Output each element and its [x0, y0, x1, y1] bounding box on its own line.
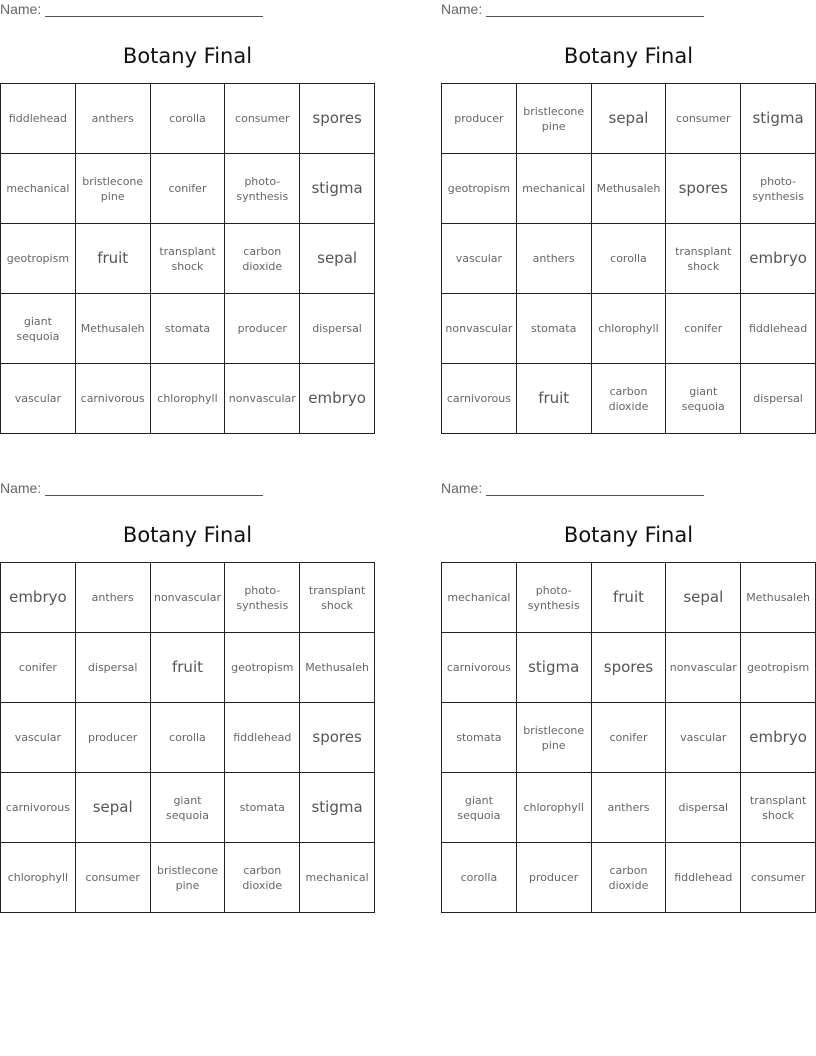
- bingo-cell: vascular: [1, 364, 76, 434]
- bingo-cell: mechanical: [517, 154, 592, 224]
- bingo-cell: giant sequoia: [1, 294, 76, 364]
- bingo-cell: stigma: [300, 773, 375, 843]
- bingo-cell: embryo: [741, 224, 816, 294]
- bingo-cell: Methusaleh: [76, 294, 151, 364]
- bingo-cell: nonvascular: [666, 633, 741, 703]
- name-blank-line[interactable]: [486, 481, 704, 496]
- bingo-cell: giant sequoia: [666, 364, 741, 434]
- bingo-cell: dispersal: [300, 294, 375, 364]
- bingo-cell: dispersal: [741, 364, 816, 434]
- bingo-cell: stigma: [517, 633, 592, 703]
- card-title: Botany Final: [563, 523, 694, 547]
- bingo-cell: producer: [76, 703, 151, 773]
- bingo-cell: bristlecone pine: [76, 154, 151, 224]
- name-blank-line[interactable]: [486, 2, 704, 17]
- bingo-cell: Methusaleh: [592, 154, 667, 224]
- bingo-cell: carbon dioxide: [592, 843, 667, 913]
- bingo-cell: chlorophyll: [592, 294, 667, 364]
- bingo-cell: fiddlehead: [225, 703, 300, 773]
- bingo-cell: photo- synthesis: [517, 563, 592, 633]
- bingo-cell: consumer: [76, 843, 151, 913]
- bingo-grid: [441, 562, 816, 913]
- bingo-cell: transplant shock: [666, 224, 741, 294]
- card-title: Botany Final: [122, 523, 253, 547]
- name-field[interactable]: [0, 1, 263, 17]
- bingo-cell: consumer: [741, 843, 816, 913]
- bingo-cell: chlorophyll: [1, 843, 76, 913]
- bingo-cell: stomata: [225, 773, 300, 843]
- bingo-cell: spores: [300, 703, 375, 773]
- bingo-grid: [0, 562, 375, 913]
- bingo-cell: mechanical: [300, 843, 375, 913]
- bingo-cell: transplant shock: [741, 773, 816, 843]
- bingo-cell: corolla: [151, 703, 226, 773]
- bingo-cell: sepal: [666, 563, 741, 633]
- bingo-cell: conifer: [1, 633, 76, 703]
- bingo-cell: embryo: [1, 563, 76, 633]
- bingo-cell: mechanical: [1, 154, 76, 224]
- bingo-cell: carbon dioxide: [225, 224, 300, 294]
- card-title: Botany Final: [122, 44, 253, 68]
- bingo-cell: stomata: [442, 703, 517, 773]
- bingo-cell: embryo: [300, 364, 375, 434]
- bingo-cell: vascular: [1, 703, 76, 773]
- bingo-cell: fiddlehead: [666, 843, 741, 913]
- bingo-cell: transplant shock: [151, 224, 226, 294]
- bingo-cell: spores: [592, 633, 667, 703]
- bingo-cell: fruit: [517, 364, 592, 434]
- bingo-cell: stomata: [517, 294, 592, 364]
- bingo-cell: anthers: [76, 563, 151, 633]
- bingo-cell: photo- synthesis: [741, 154, 816, 224]
- bingo-cell: carnivorous: [442, 633, 517, 703]
- card-title: Botany Final: [563, 44, 694, 68]
- bingo-cell: geotropism: [741, 633, 816, 703]
- bingo-cell: carbon dioxide: [225, 843, 300, 913]
- bingo-cell: spores: [300, 84, 375, 154]
- bingo-cell: conifer: [666, 294, 741, 364]
- bingo-cell: fiddlehead: [741, 294, 816, 364]
- bingo-cell: carnivorous: [442, 364, 517, 434]
- bingo-cell: embryo: [741, 703, 816, 773]
- bingo-cell: photo- synthesis: [225, 154, 300, 224]
- bingo-cell: geotropism: [225, 633, 300, 703]
- bingo-cell: corolla: [592, 224, 667, 294]
- bingo-cell: Methusaleh: [300, 633, 375, 703]
- name-label: Name:: [0, 480, 42, 496]
- name-field[interactable]: [0, 480, 263, 496]
- bingo-card-2: [441, 0, 816, 440]
- bingo-card-1: [0, 0, 375, 440]
- bingo-cell: stigma: [741, 84, 816, 154]
- bingo-cell: sepal: [300, 224, 375, 294]
- bingo-cell: bristlecone pine: [517, 84, 592, 154]
- bingo-cell: spores: [666, 154, 741, 224]
- bingo-cell: transplant shock: [300, 563, 375, 633]
- bingo-cell: vascular: [666, 703, 741, 773]
- bingo-cell: fruit: [592, 563, 667, 633]
- name-label: Name:: [0, 1, 42, 17]
- bingo-cell: bristlecone pine: [151, 843, 226, 913]
- bingo-cell: stigma: [300, 154, 375, 224]
- bingo-cell: chlorophyll: [517, 773, 592, 843]
- bingo-cell: conifer: [592, 703, 667, 773]
- bingo-cell: anthers: [76, 84, 151, 154]
- bingo-cell: producer: [442, 84, 517, 154]
- bingo-grid: [441, 83, 816, 434]
- bingo-cell: fruit: [76, 224, 151, 294]
- bingo-cell: nonvascular: [225, 364, 300, 434]
- bingo-cell: geotropism: [1, 224, 76, 294]
- bingo-cell: stomata: [151, 294, 226, 364]
- bingo-cell: carnivorous: [1, 773, 76, 843]
- bingo-cell: sepal: [76, 773, 151, 843]
- bingo-cell: photo- synthesis: [225, 563, 300, 633]
- bingo-cell: giant sequoia: [442, 773, 517, 843]
- bingo-cell: sepal: [592, 84, 667, 154]
- name-label: Name:: [441, 1, 483, 17]
- bingo-cell: chlorophyll: [151, 364, 226, 434]
- bingo-card-4: [441, 479, 816, 919]
- bingo-cell: vascular: [442, 224, 517, 294]
- bingo-cell: corolla: [442, 843, 517, 913]
- name-field[interactable]: [441, 1, 704, 17]
- bingo-cell: producer: [517, 843, 592, 913]
- bingo-cell: mechanical: [442, 563, 517, 633]
- bingo-cell: producer: [225, 294, 300, 364]
- name-blank-line[interactable]: [45, 481, 263, 496]
- bingo-cell: geotropism: [442, 154, 517, 224]
- bingo-cell: Methusaleh: [741, 563, 816, 633]
- bingo-cell: nonvascular: [442, 294, 517, 364]
- bingo-cell: carnivorous: [76, 364, 151, 434]
- bingo-cell: dispersal: [76, 633, 151, 703]
- bingo-cell: conifer: [151, 154, 226, 224]
- name-field[interactable]: [441, 480, 704, 496]
- bingo-cell: anthers: [517, 224, 592, 294]
- bingo-cell: giant sequoia: [151, 773, 226, 843]
- bingo-cell: bristlecone pine: [517, 703, 592, 773]
- bingo-cell: corolla: [151, 84, 226, 154]
- name-label: Name:: [441, 480, 483, 496]
- bingo-card-3: [0, 479, 375, 919]
- bingo-cell: dispersal: [666, 773, 741, 843]
- bingo-cell: anthers: [592, 773, 667, 843]
- bingo-cell: consumer: [225, 84, 300, 154]
- bingo-cell: fruit: [151, 633, 226, 703]
- bingo-cell: fiddlehead: [1, 84, 76, 154]
- name-blank-line[interactable]: [45, 2, 263, 17]
- bingo-cell: consumer: [666, 84, 741, 154]
- bingo-cell: carbon dioxide: [592, 364, 667, 434]
- bingo-grid: [0, 83, 375, 434]
- bingo-cell: nonvascular: [151, 563, 226, 633]
